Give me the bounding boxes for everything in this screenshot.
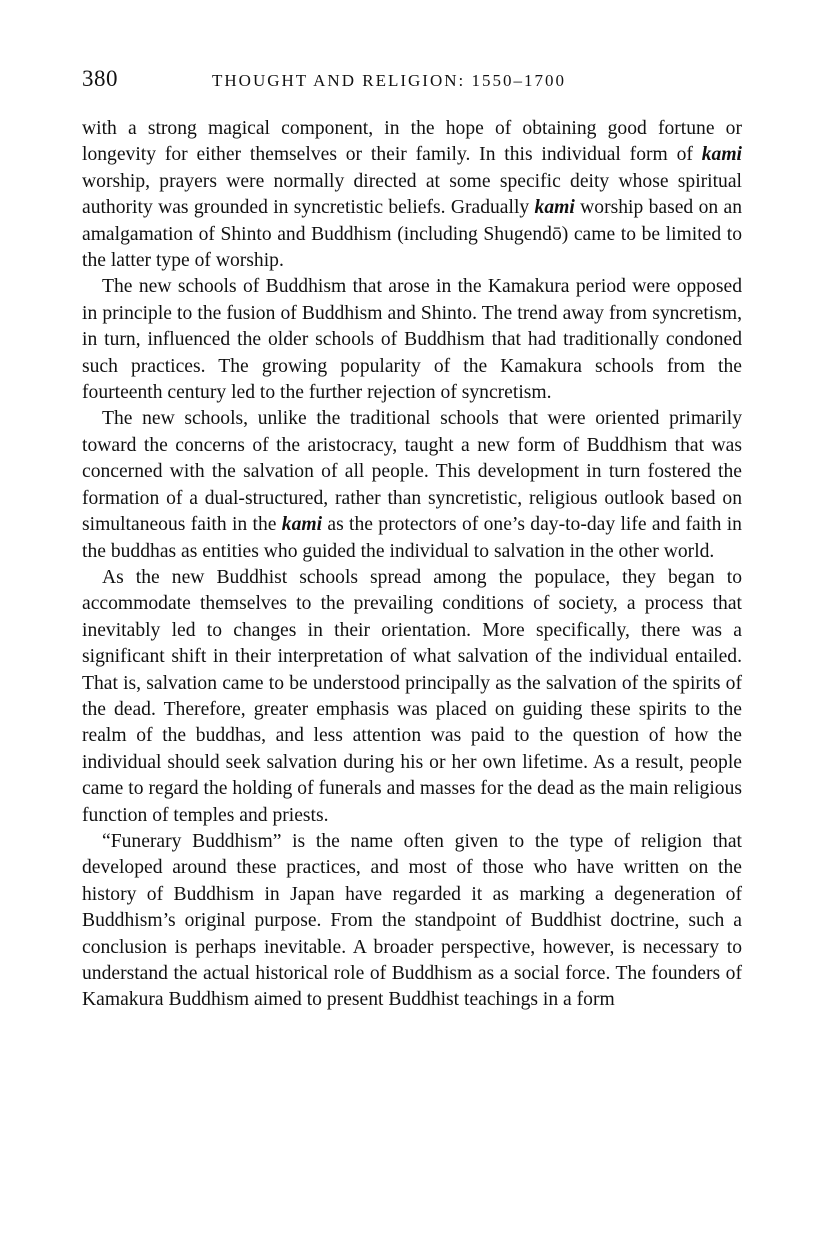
text-run: with a strong magical component, in the hope of obtaining good fortune or longevity for either themselves or their family. In this individual form of (82, 118, 742, 166)
body-text (82, 116, 742, 1014)
italic-term: kami (534, 197, 575, 219)
page-header (82, 66, 742, 106)
text-run: The new schools, unlike the traditional schools that were oriented primarily toward the concerns of the aristocracy, taught a new form of Buddhism that was concerned with the salvation of all people. This development in turn fostered the formation of a dual-structured, rather than syncretistic, religious outlook based on simultaneous faith in the (82, 408, 742, 536)
paragraph (82, 829, 742, 1014)
paragraph (82, 565, 742, 829)
text-run: worship, prayers were normally directed at some specific deity whose spiritual authority was grounded in syncretistic beliefs. Gradually (82, 170, 742, 219)
text-run: “Funerary Buddhism” is the name often given to the type of religion that developed around these practices, and most of those who have written on the history of Buddhism in Japan have regarded it as marking a degeneration of Buddhism’s original purpose. From the standpoint of Buddhist doctrine, such a conclusion is perhaps inevitable. A broader perspective, however, is necessary to understand the actual historical role of Buddhism as a social force. The founders of Kamakura Buddhism aimed to present Buddhist teachings in a form (82, 830, 742, 1011)
text-run: as the protectors of one’s day-to-day life and faith in the buddhas as entities who guided the individual to salvation in the other world. (82, 514, 742, 562)
text-run: The new schools of Buddhism that arose in the Kamakura period were opposed in principle to the fusion of Buddhism and Shinto. The trend away from syncretism, in turn, influenced the older schools of Buddhism that had traditionally condoned such practices. The growing popularity of the Kamakura schools from the fourteenth century led to the further rejection of syncretism. (82, 276, 742, 404)
paragraph (82, 116, 742, 274)
paragraph (82, 406, 742, 564)
italic-term: kami (701, 144, 742, 166)
italic-term: kami (281, 514, 323, 536)
text-run: worship based on an amalgamation of Shinto and Buddhism (including Shugendō) came to be limited to the latter type of worship. (82, 197, 742, 272)
page-number: 380 (82, 66, 118, 91)
book-page (82, 66, 742, 1014)
running-head: THOUGHT AND RELIGION: 1550–1700 (212, 71, 566, 90)
paragraph (82, 274, 742, 406)
text-run: As the new Buddhist schools spread among the populace, they began to accommodate themselves to the prevailing conditions of society, a process that inevitably led to changes in their orientation. More specifically, there was a significant shift in their interpretation of what salvation of the individual entailed. That is, salvation came to be understood principally as the salvation of the spirits of the dead. Therefore, greater emphasis was placed on guiding these spirits to the realm of the buddhas, and less attention was paid to the question of how the individual should seek salvation during his or her own lifetime. As a result, people came to regard the holding of funerals and masses for the dead as the main religious function of temples and priests. (82, 566, 742, 826)
